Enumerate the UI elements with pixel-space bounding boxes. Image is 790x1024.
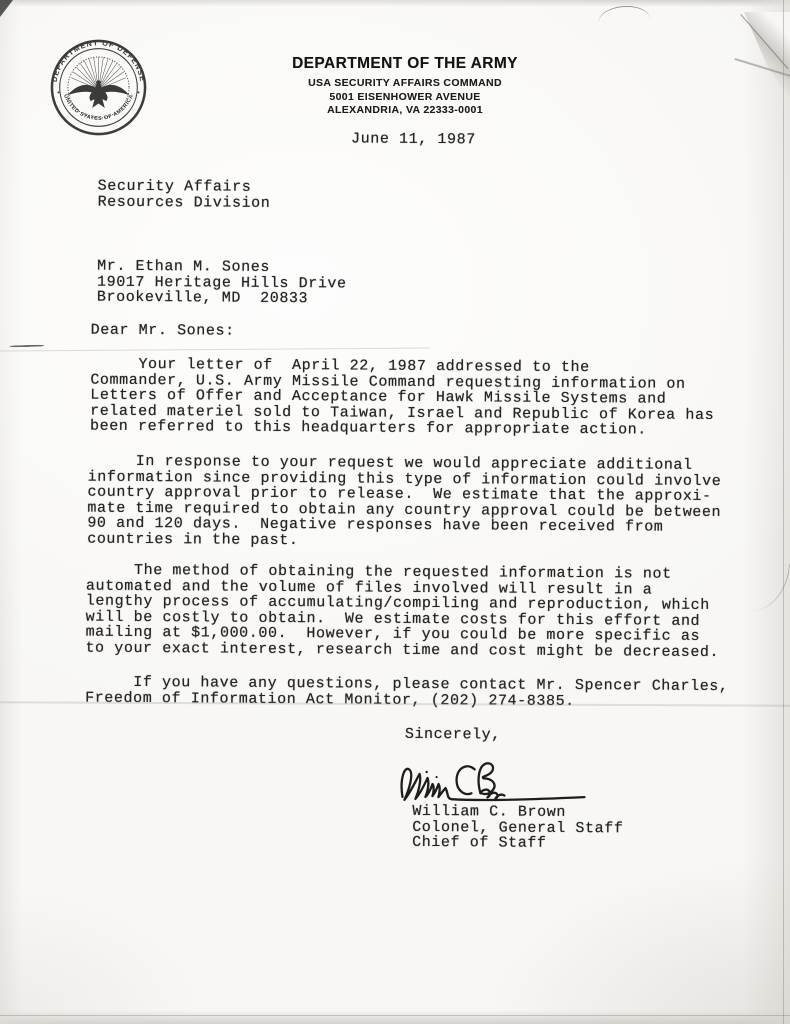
body-paragraph-1: Your letter of April 22, 1987 addressed to the Commander, U.S. Army Missile Command requesting information on Letters of Offer and Acceptance for Hawk Missile Systems and related materiel sold to Taiwan, Israel and Republic of Korea has been referred to this headquarters for appropriate action. bbox=[89, 355, 715, 439]
complimentary-close: Sincerely, bbox=[404, 725, 501, 744]
recipient-address: Mr. Ethan M. Sones 19017 Heritage Hills Drive Brookeville, MD 20833 bbox=[96, 257, 347, 308]
letterhead-command: USA SECURITY AFFAIRS COMMAND bbox=[308, 77, 502, 89]
letterhead-city: ALEXANDRIA, VA 22333-0001 bbox=[327, 104, 483, 117]
letterhead-street: 5001 EISENHOWER AVENUE bbox=[329, 90, 481, 103]
seal-top-text: DEPARTMENT OF DEFENSE bbox=[50, 39, 147, 83]
body-paragraph-4: If you have any questions, please contact Mr. Spencer Charles, Freedom of Information Act Monitor, (202) 274-8385. bbox=[85, 673, 729, 710]
signature-block: William C. Brown Colonel, General Staff Chief of Staff bbox=[412, 802, 624, 853]
originating-office: Security Affairs Resources Division bbox=[97, 177, 271, 212]
letterhead-agency: DEPARTMENT OF THE ARMY bbox=[292, 55, 518, 72]
body-paragraph-2: In response to your request we would appreciate additional information since providing this type of information could involve country approval prior to release. We estimate that the approxi- mate time required to obtain any country approval could be between 90 and 120 days. Negative responses have been received from countries in the past. bbox=[87, 452, 722, 550]
seal-bottom-text: UNITED STATES OF AMERICA bbox=[62, 93, 135, 122]
salutation: Dear Mr. Sones: bbox=[90, 321, 235, 340]
body-paragraph-3: The method of obtaining the requested information is not automated and the volume of files involved will result in a lengthy process of accumulating/compiling and reproduction, which will be costly to obtain. We estimate costs for this effort and mailing at $1,000.00. However, if you could be more specific as to your exact interest, research time and cost might be decreased. bbox=[85, 561, 720, 662]
date-line: June 11, 1987 bbox=[350, 130, 476, 149]
